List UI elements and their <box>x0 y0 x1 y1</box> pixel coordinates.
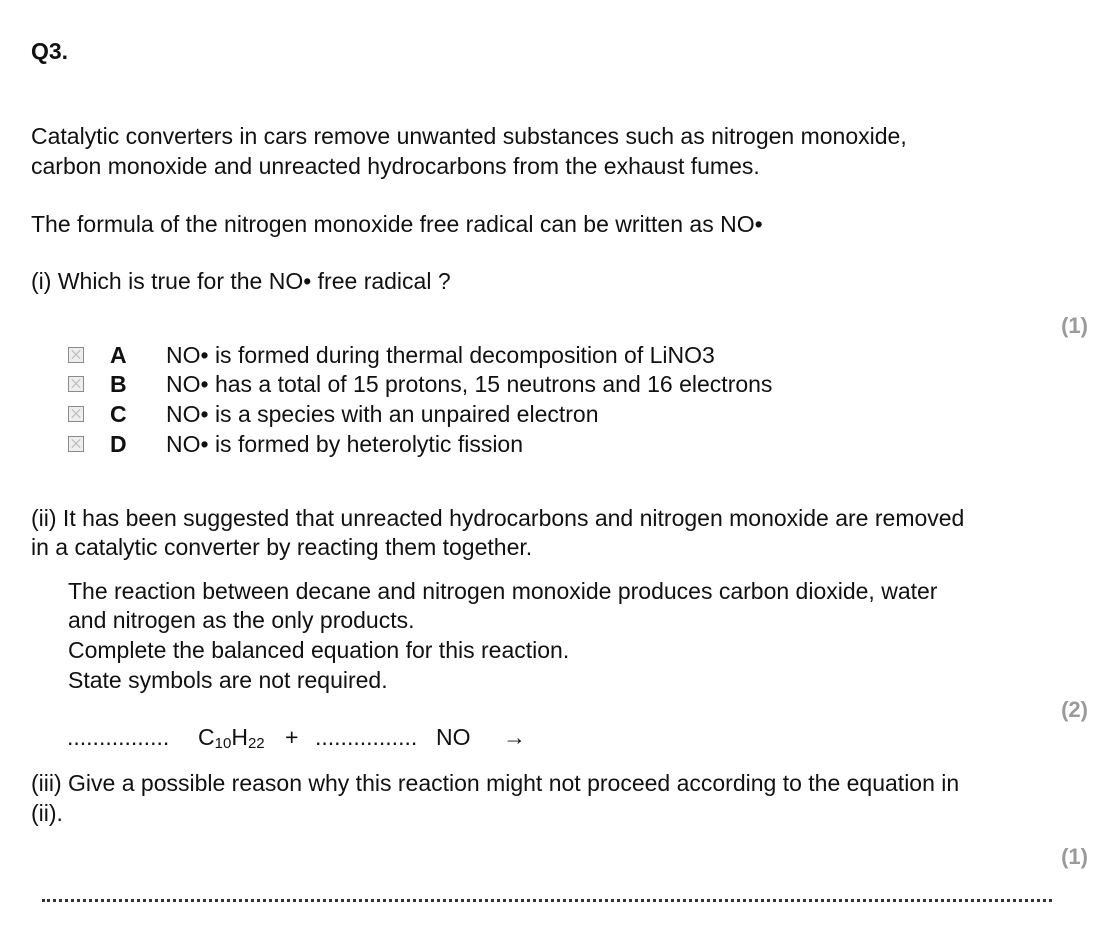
option-c[interactable] <box>68 399 599 429</box>
answer-line[interactable] <box>42 899 1052 902</box>
option-b-letter: B <box>110 370 127 397</box>
intro-line-1: Catalytic converters in cars remove unwanted substances such as nitrogen monoxide, <box>31 123 907 149</box>
reaction-arrow: → <box>503 724 526 750</box>
part-ii-prompt-line-1: (ii) It has been suggested that unreacted hydrocarbons and nitrogen monoxide are removed <box>31 505 965 531</box>
part-iii-prompt-line-1: (iii) Give a possible reason why this reaction might not proceed according to the equation in <box>31 770 960 796</box>
part-ii-body-line-2: and nitrogen as the only products. <box>68 607 415 633</box>
option-b-checkbox[interactable] <box>68 376 84 392</box>
option-d-letter: D <box>110 430 127 457</box>
part-iii-prompt-line-2: (ii). <box>31 800 63 826</box>
part-ii-marks: (2) <box>1061 697 1088 722</box>
decane-hydrogen: H <box>231 724 248 750</box>
option-a-letter: A <box>110 341 127 368</box>
option-a-text: NO• is formed during thermal decomposition of LiNO3 <box>166 341 715 368</box>
part-iii-marks: (1) <box>1061 844 1088 869</box>
part-i-marks: (1) <box>1061 313 1088 338</box>
intro-line-2: carbon monoxide and unreacted hydrocarbons from the exhaust fumes. <box>31 153 760 179</box>
option-c-text: NO• is a species with an unpaired electron <box>166 400 599 427</box>
part-ii-body-line-1: The reaction between decane and nitrogen monoxide produces carbon dioxide, water <box>68 578 938 604</box>
decane-carbon-count: 10 <box>214 735 232 752</box>
option-a[interactable] <box>68 340 715 370</box>
option-c-checkbox[interactable] <box>68 406 84 422</box>
nitrogen-monoxide-formula: NO <box>436 724 471 750</box>
question-number: Q3. <box>31 38 69 64</box>
coefficient-blank-decane[interactable]: ................ <box>67 724 170 750</box>
formula-statement: The formula of the nitrogen monoxide free radical can be written as NO• <box>31 211 763 237</box>
part-i-prompt: (i) Which is true for the NO• free radical ? <box>31 268 451 294</box>
plus-sign: + <box>285 724 299 750</box>
option-b-text: NO• has a total of 15 protons, 15 neutrons and 16 electrons <box>166 370 773 397</box>
decane-formula <box>198 724 265 752</box>
option-d[interactable] <box>68 429 523 459</box>
option-a-checkbox[interactable] <box>68 347 84 363</box>
option-d-text: NO• is formed by heterolytic fission <box>166 430 524 457</box>
option-d-checkbox[interactable] <box>68 436 84 452</box>
part-ii-body-line-4: State symbols are not required. <box>68 667 388 693</box>
decane-hydrogen-count: 22 <box>247 735 265 752</box>
coefficient-blank-no[interactable]: ................ <box>315 724 418 750</box>
part-ii-prompt-line-2: in a catalytic converter by reacting them together. <box>31 534 533 560</box>
option-c-letter: C <box>110 400 127 427</box>
part-ii-body-line-3: Complete the balanced equation for this reaction. <box>68 637 570 663</box>
option-b[interactable] <box>68 369 772 399</box>
decane-carbon: C <box>198 724 215 750</box>
